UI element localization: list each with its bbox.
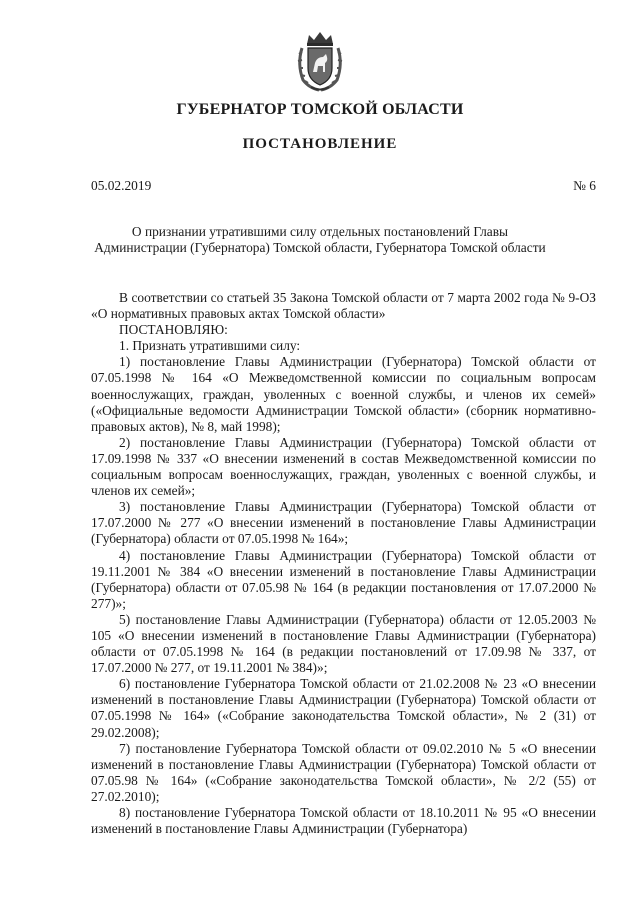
point-paragraph: 1. Признать утратившими силу: [119,338,301,354]
document-number: № 6 [573,178,596,193]
coat-of-arms-icon [295,30,345,92]
list-item: 4) постановление Главы Администрации (Губернатора) Томской области от 19.11.2001 № 384 «О внесении изменений в постановление Главы Администрации (Губернатора) области от 07.05.98 № 164 (в редакции постановления от 17.07.2000 № 277)»; [91,547,596,611]
document-body [91,290,596,837]
subject-line: О признании утратившими силу отдельных постановлений Главы [131,224,509,239]
list-item: 3) постановление Главы Администрации (Губернатора) Томской области от 17.07.2000 № 277 «О внесении изменений в постановление Главы Администрации (Губернатора) области от 07.05.1998 № 164»; [91,499,596,547]
subject-line: Администрации (Губернатора) Томской области, Губернатора Томской области [94,240,546,255]
document-type: ПОСТАНОВЛЕНИЕ [242,136,398,152]
list-item: 2) постановление Главы Администрации (Губернатора) Томской области от 17.09.1998 № 337 «О внесении изменений в состав Межведомственной комиссии по социальным вопросам военнослужащих, граждан, уволенных с военной службы, и членов их семей»; [91,434,596,499]
preamble-paragraph: В соответствии со статьей 35 Закона Томской области от 7 марта 2002 года № 9-ОЗ «О нормативных правовых актах Томской области» [91,290,596,322]
document-date: 05.02.2019 [91,178,152,193]
list-item: 5) постановление Главы Администрации (Губернатора) области от 12.05.2003 № 105 «О внесении изменений в постановление Главы Администрации (Губернатора) области от 07.05.1998 № 164 (в редакции постановлений от 17.09.98 № 337, от 17.07.2000 № 277, от 19.11.2001 № 384)»; [91,611,596,676]
document-subject [60,224,580,256]
resolve-paragraph: ПОСТАНОВЛЯЮ: [119,322,228,338]
list-item: 7) постановление Губернатора Томской области от 09.02.2010 № 5 «О внесении изменений в постановление Главы Администрации (Губернатора) Томской области от 07.05.98 № 164» («Собрание законодательства Томской области», № 2/2 (55) от 27.02.2010); [91,740,596,804]
list-item: 6) постановление Губернатора Томской области от 21.02.2008 № 23 «О внесении изменений в постановление Главы Администрации (Губернатора) Томской области от 07.05.1998 № 164» («Собрание законодательства Томской области», № 2 (31) от 29.02.2008); [91,676,596,740]
authority-title: ГУБЕРНАТОР ТОМСКОЙ ОБЛАСТИ [176,101,464,118]
list-item: 8) постановление Губернатора Томской области от 18.10.2011 № 95 «О внесении изменений в постановление Главы Администрации (Губернатора) [91,805,596,837]
list-item: 1) постановление Главы Администрации (Губернатора) Томской области от 07.05.1998 № 164 «О Межведомственной комиссии по социальным вопросам военнослужащих, граждан, уволенных с военной службы, и членов их семей» («Официальные ведомости Администрации Томской области» (сборник нормативно-правовых актов), № 8, май 1998); [91,354,596,434]
